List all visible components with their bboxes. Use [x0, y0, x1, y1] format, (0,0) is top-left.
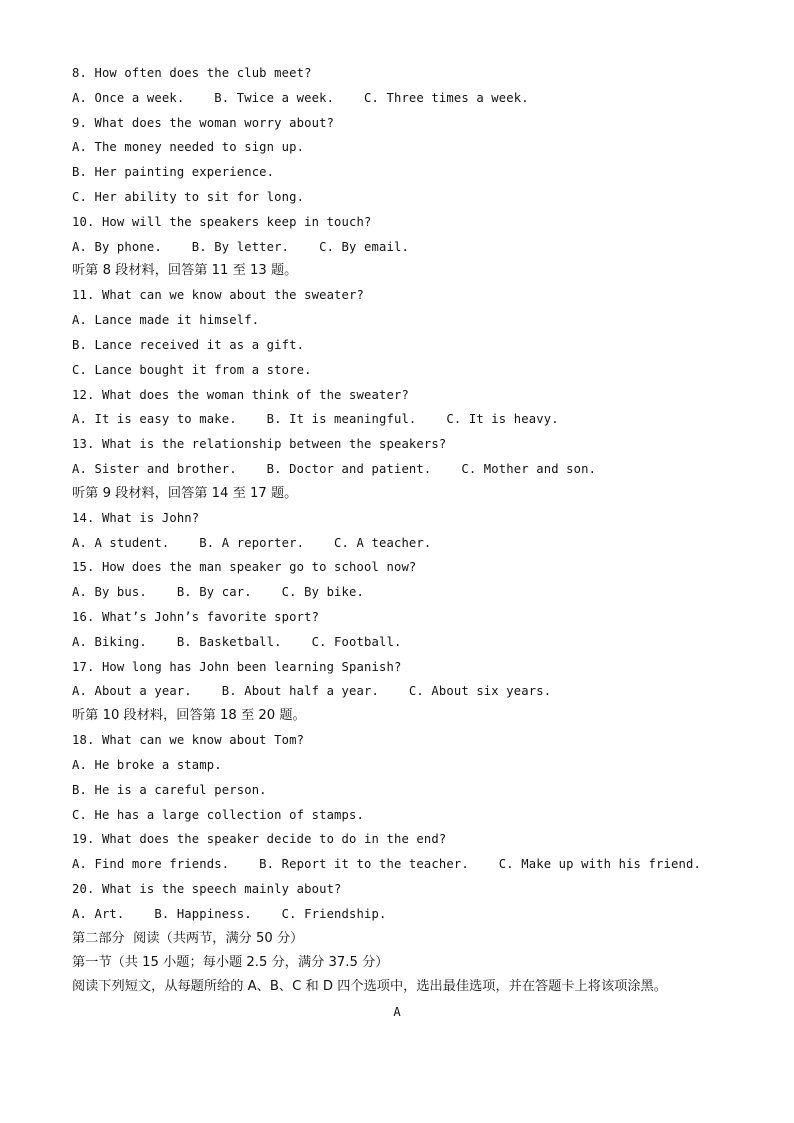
- option-18b: B. He is a careful person.: [72, 782, 267, 797]
- part-two-heading: 第二部分 阅读（共两节，满分 50 分）: [72, 930, 304, 946]
- option-11c: C. Lance bought it from a store.: [72, 362, 312, 377]
- question-13: 13. What is the relationship between the speakers?: [72, 437, 447, 452]
- question-12: 12. What does the woman think of the sweater?: [72, 387, 409, 402]
- question-18: 18. What can we know about Tom?: [72, 733, 305, 748]
- question-9: 9. What does the woman worry about?: [72, 115, 335, 130]
- option-9c: C. Her ability to sit for long.: [72, 189, 305, 204]
- options-15: A. By bus. B. By car. C. By bike.: [72, 585, 365, 600]
- question-20: 20. What is the speech mainly about?: [72, 881, 342, 896]
- listening-instruction-8: 听第 8 段材料，回答第 11 至 13 题。: [72, 263, 298, 279]
- question-14: 14. What is John?: [72, 510, 200, 525]
- question-8: 8. How often does the club meet?: [72, 66, 312, 80]
- options-19: A. Find more friends. B. Report it to the teacher. C. Make up with his friend.: [72, 857, 701, 872]
- option-18c: C. He has a large collection of stamps.: [72, 807, 365, 822]
- option-9b: B. Her painting experience.: [72, 165, 275, 180]
- question-11: 11. What can we know about the sweater?: [72, 288, 365, 303]
- options-10: A. By phone. B. By letter. C. By email.: [72, 239, 409, 254]
- options-12: A. It is easy to make. B. It is meaningful. C. It is heavy.: [72, 412, 559, 427]
- question-16: 16. What’s John’s favorite sport?: [72, 609, 320, 624]
- option-18a: A. He broke a stamp.: [72, 757, 222, 772]
- options-20: A. Art. B. Happiness. C. Friendship.: [72, 906, 387, 921]
- reading-instruction: 阅读下列短文，从每题所给的 A、B、C 和 D 四个选项中，选出最佳选项，并在答题卡上将该项涂黑。: [72, 978, 667, 994]
- listening-instruction-9: 听第 9 段材料，回答第 14 至 17 题。: [72, 485, 298, 501]
- options-17: A. About a year. B. About half a year. C. About six years.: [72, 684, 552, 699]
- passage-label: A: [393, 1004, 401, 1019]
- question-19: 19. What does the speaker decide to do in the end?: [72, 832, 447, 847]
- options-13: A. Sister and brother. B. Doctor and patient. C. Mother and son.: [72, 461, 597, 476]
- question-17: 17. How long has John been learning Spanish?: [72, 659, 402, 674]
- listening-instruction-10: 听第 10 段材料，回答第 18 至 20 题。: [72, 708, 306, 724]
- option-9a: A. The money needed to sign up.: [72, 140, 305, 155]
- question-10: 10. How will the speakers keep in touch?: [72, 214, 372, 229]
- options-8: A. Once a week. B. Twice a week. C. Three times a week.: [72, 90, 529, 105]
- option-11b: B. Lance received it as a gift.: [72, 337, 305, 352]
- options-16: A. Biking. B. Basketball. C. Football.: [72, 634, 402, 649]
- options-14: A. A student. B. A reporter. C. A teacher.: [72, 535, 432, 550]
- question-15: 15. How does the man speaker go to school now?: [72, 560, 417, 575]
- question-list: [72, 61, 732, 1025]
- section-one-heading: 第一节（共 15 小题；每小题 2.5 分，满分 37.5 分）: [72, 954, 389, 970]
- option-11a: A. Lance made it himself.: [72, 313, 260, 328]
